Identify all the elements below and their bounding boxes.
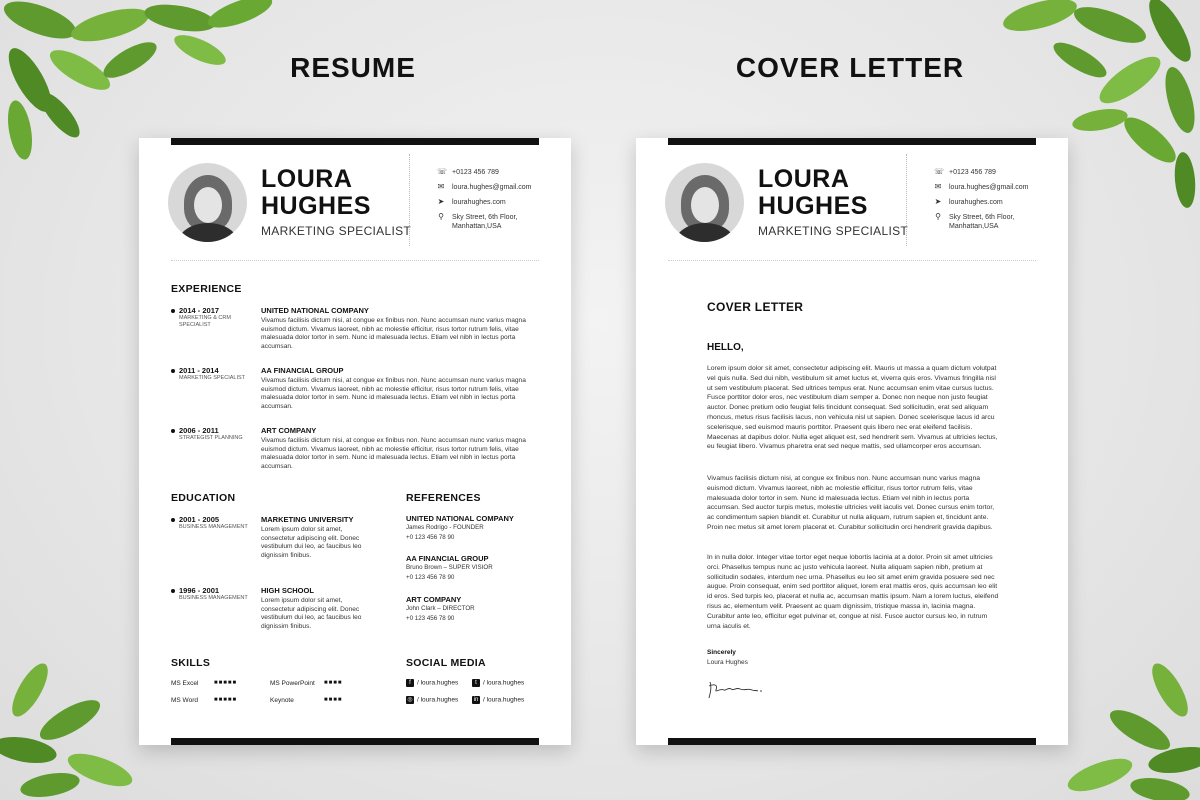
job-title: STRATEGIST PLANNING — [179, 435, 243, 441]
top-bar — [171, 138, 539, 145]
skill-level: ■■■■ — [324, 680, 343, 686]
location-icon: ⚲ — [935, 212, 941, 221]
edu-years: 1996 - 2001 — [179, 586, 220, 595]
ref-company: UNITED NATIONAL COMPANY — [406, 514, 514, 523]
letter-paragraph: Vivamus facilisis dictum nisi, at congue ex finibus non. Nunc accumsan nunc varius magna euismod dictum. Vivamus laoreet, nibh ac molestie efficitur, risus tortor rutrum felis, vitae malesuada dolor tortor in sem. Nunc id malesuada lectus. Etiam vel nibh in lectus porta accumsan. Sed auctor turpis metus, molestie ultricies velit iaculis vel. Donec cursus enim tortor, ac condimentum sapien blandit et. Curabitur ut nulla aliquam, rutrum sapien et, tincidunt ante. Proin nec metus sit amet lorem placerat et. Curabitur sollicitudin orci hendrerit gravida dapibus. — [707, 475, 995, 531]
social-handle: / loura.hughes — [417, 696, 459, 704]
address-line2: Manhattan,USA — [949, 223, 999, 230]
bottom-bar — [171, 738, 539, 745]
social-twitter[interactable] — [472, 679, 524, 687]
social-handle: / loura.hughes — [483, 679, 525, 687]
profile-role: MARKETING SPECIALIST — [758, 224, 909, 238]
job-years: 2014 - 2017 — [179, 306, 220, 315]
first-name: LOURA — [758, 165, 850, 193]
ref-person: John Clark – DIRECTOR — [406, 605, 475, 612]
ref-phone: +0 123 456 78 90 — [406, 534, 455, 541]
address-text — [949, 213, 1014, 231]
web-text: lourahughes.com — [949, 199, 1003, 206]
instagram-icon: ◎ — [407, 697, 413, 703]
phone-text: +0123 456 789 — [452, 169, 499, 176]
twitter-icon: t — [472, 679, 480, 687]
avatar — [168, 163, 247, 242]
sign-off: Sincerely — [707, 649, 736, 656]
signature — [706, 678, 766, 700]
header-divider — [409, 154, 410, 246]
profile-role: MARKETING SPECIALIST — [261, 224, 412, 238]
job-description: Vivamus facilisis dictum nisi, at congue ex finibus non. Nunc accumsan nunc varius magna euismod dictum. Vivamus laoreet, nibh ac molestie efficitur, risus tortor rutrum felis, vitae malesuada dolor tortor in sem. Nunc id malesuada lectus. Etiam vel nibh in lectus porta accumsan. — [261, 437, 526, 470]
letter-paragraph: In in nulla dolor. Integer vitae tortor eget neque lobortis lacinia at a dolor. Proin sit amet ultricies orci. Phasellus tempus nunc ac justo vehicula laoreet. Nulla aliquam sapien nibh, pretium at sollicitudin sodales, interdum nec urna. Phasellus eu leo sit amet enim gravida posuere sed nec augue. Proin consequat, enim sed porttitor aliquet, lorem erat mattis eros, quis accumsan leo elit id eros. Sed turpis leo, placerat et nulla ac, accumsan mattis ipsum. Nam a lorem luctus, eleifend risus ac, elementum velit. Praesent ac quam dignissim, tristique massa in, lacinia magna. Curabitur ante leo, efficitur eget pulvinar et, congue at nisl. Fusce auctor cursus leo, in rutrum urna iaculis et. — [707, 554, 999, 630]
location-icon: ⚲ — [438, 212, 444, 221]
references-title: REFERENCES — [406, 492, 481, 504]
web-icon: ➤ — [437, 197, 445, 206]
skill-level: ■■■■ — [324, 697, 343, 703]
section-divider — [171, 260, 539, 261]
skill-label: MS Excel — [171, 680, 199, 687]
edu-school: HIGH SCHOOL — [261, 586, 314, 595]
bottom-bar — [668, 738, 1036, 745]
edu-description: Lorem ipsum dolor sit amet, consectetur adipiscing elit. Donec vestibulum dui leo, ac faucibus leo dignissim finibus. — [261, 597, 362, 630]
social-linkedin[interactable] — [472, 696, 524, 704]
cover-letter-page — [636, 138, 1068, 745]
skill-level: ■■■■■ — [214, 680, 238, 686]
reference-item — [406, 554, 546, 583]
edu-field: BUSINESS MANAGEMENT — [179, 595, 248, 601]
skill-label: MS Word — [171, 697, 198, 704]
section-divider — [668, 260, 1036, 261]
job-description: Vivamus facilisis dictum nisi, at congue ex finibus non. Nunc accumsan nunc varius magna euismod dictum. Vivamus laoreet, nibh ac molestie efficitur, risus tortor rutrum felis, vitae malesuada dolor tortor in sem. Nunc id malesuada lectus. Etiam vel nibh in lectus porta accumsan. — [261, 377, 526, 410]
resume-heading: RESUME — [290, 52, 416, 83]
ref-company: AA FINANCIAL GROUP — [406, 554, 489, 563]
web-text: lourahughes.com — [452, 199, 506, 206]
ref-company: ART COMPANY — [406, 595, 462, 604]
skill-level: ■■■■■ — [214, 697, 238, 703]
reference-item — [406, 514, 546, 543]
last-name: HUGHES — [758, 192, 868, 220]
job-company: UNITED NATIONAL COMPANY — [261, 306, 369, 315]
edu-school: MARKETING UNIVERSITY — [261, 515, 354, 524]
job-company: ART COMPANY — [261, 426, 317, 435]
phone-icon: ☏ — [437, 167, 448, 176]
job-years: 2006 - 2011 — [179, 426, 219, 435]
skill-label: Keynote — [270, 697, 294, 704]
cover-letter-title: COVER LETTER — [707, 300, 804, 314]
resume-page — [139, 138, 571, 745]
education-title: EDUCATION — [171, 492, 236, 504]
facebook-icon: f — [406, 679, 414, 687]
greeting: HELLO, — [707, 342, 744, 353]
sign-off-name: Loura Hughes — [707, 659, 748, 666]
ref-phone: +0 123 456 78 90 — [406, 574, 455, 581]
email-text: loura.hughes@gmail.com — [949, 184, 1029, 191]
social-handle: / loura.hughes — [417, 679, 459, 687]
social-facebook[interactable] — [406, 679, 458, 687]
job-company: AA FINANCIAL GROUP — [261, 366, 344, 375]
experience-title: EXPERIENCE — [171, 283, 242, 295]
social-handle: / loura.hughes — [483, 696, 525, 704]
address-line1: Sky Street, 6th Floor, — [949, 214, 1015, 221]
edu-years: 2001 - 2005 — [179, 515, 220, 524]
plant-leaves-bottom-left — [0, 650, 150, 800]
phone-text: +0123 456 789 — [949, 169, 996, 176]
ref-person: Bruno Brown – SUPER VISIOR — [406, 564, 493, 571]
cover-letter-heading: COVER LETTER — [735, 52, 965, 83]
letter-paragraph: Lorem ipsum dolor sit amet, consectetur adipiscing elit. Mauris ut massa a quam dictum volutpat vel quis nulla. Sed dui nibh, vestibulum sit amet luctus et, viverra quis eros. Vivamus fringilla nisl ut sem vestibulum placerat. Sed ultrices tempus erat. Nunc accumsan enim vitae cursus luctus. Fusce porttitor dolor eros, nec vestibulum diam semper a. Donec non neque non justo feugiat auctor. Donec pretium odio feugiat felis tincidunt consequat. Sed sollicitudin, erat sed aliquam rhoncus, metus risus facilisis lacus, non vehicula nisl ut sapien. Donec scelerisque lacus id arcu scelerisque, sed euismod mauris porttitor. Praesent quis libero nec erat eleifend facilisis. Maecenas at dapibus dolor. Nulla eget aliquet est, sed hendrerit sem. Vivamus at ultricies lectus, eu feugiat libero. Vivamus pharetra erat sed neque mattis, sed ullamcorper eros accumsan. — [707, 365, 998, 451]
last-name: HUGHES — [261, 192, 371, 220]
profile-name — [758, 166, 868, 220]
job-title: MARKETING SPECIALIST — [179, 375, 246, 381]
address-text — [452, 213, 517, 231]
job-years: 2011 - 2014 — [179, 366, 219, 375]
edu-description: Lorem ipsum dolor sit amet, consectetur adipiscing elit. Donec vestibulum dui leo, ac faucibus leo dignissim finibus. — [261, 526, 362, 559]
phone-icon: ☏ — [934, 167, 945, 176]
job-title: MARKETING & CRM SPECIALIST — [179, 315, 231, 328]
address-line2: Manhattan,USA — [452, 223, 502, 230]
top-bar — [668, 138, 1036, 145]
reference-item — [406, 595, 546, 624]
linkedin-icon: in — [473, 697, 479, 703]
email-text: loura.hughes@gmail.com — [452, 184, 532, 191]
skill-label: MS PowerPoint — [270, 680, 315, 687]
first-name: LOURA — [261, 165, 353, 193]
edu-field: BUSINESS MANAGEMENT — [179, 524, 248, 530]
ref-person: James Rodrigo - FOUNDER — [406, 524, 484, 531]
email-icon: ✉ — [437, 182, 445, 191]
email-icon: ✉ — [934, 182, 942, 191]
web-icon: ➤ — [934, 197, 942, 206]
job-description: Vivamus facilisis dictum nisi, at congue ex finibus non. Nunc accumsan nunc varius magna euismod dictum. Vivamus laoreet, nibh ac molestie efficitur, risus tortor rutrum felis, vitae malesuada dolor tortor in sem. Nunc id malesuada lectus. Etiam vel nibh in lectus porta accumsan. — [261, 317, 526, 350]
social-title: SOCIAL MEDIA — [406, 657, 486, 669]
address-line1: Sky Street, 6th Floor, — [452, 214, 518, 221]
profile-name — [261, 166, 371, 220]
header-divider — [906, 154, 907, 246]
social-instagram[interactable] — [406, 696, 458, 704]
avatar — [665, 163, 744, 242]
skills-title: SKILLS — [171, 657, 211, 669]
ref-phone: +0 123 456 78 90 — [406, 615, 455, 622]
